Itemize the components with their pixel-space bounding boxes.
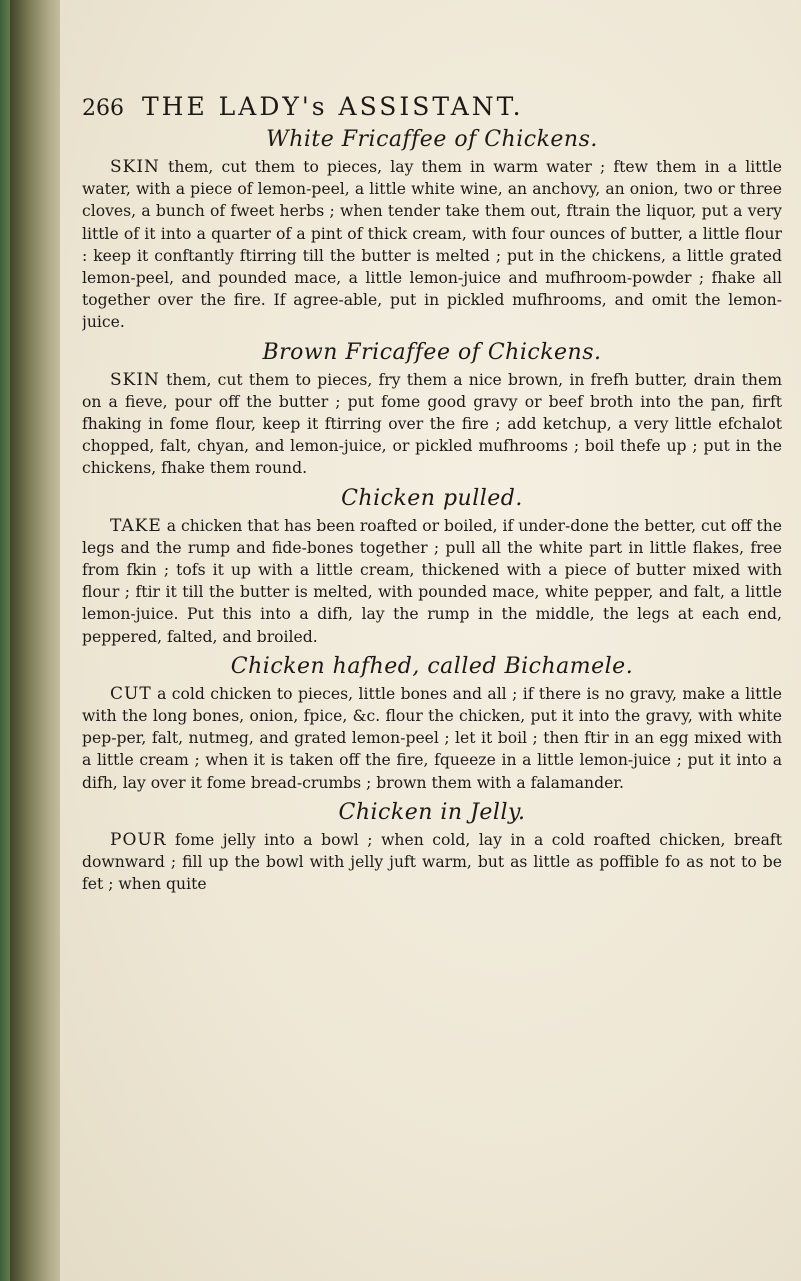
recipe-lead-word: CUT — [110, 683, 152, 704]
recipe — [82, 654, 782, 794]
recipe-title: White Fricaffee of Chickens. — [266, 127, 598, 152]
binding-edge — [0, 0, 10, 1281]
recipe-text: a cold chicken to pieces, little bones and all ; if there is no gravy, make a little with the long bones, onion, fpice, &c. flour the chicken, put it into the gravy, with white pep-per, falt, nutmeg, and grated lemon-peel ; let it boil ; then ftir in an egg mixed with a little cream ; when it is taken off the fire, fqueeze in a little lemon-juice ; put it into a difh, lay over it fome bread-crumbs ; brown them with a falamander. — [82, 684, 782, 792]
page-content — [82, 92, 782, 1262]
page-number: 266 — [82, 96, 124, 121]
recipe — [82, 800, 782, 896]
recipe-lead-word: TAKE — [110, 515, 162, 536]
recipe-lead-word: POUR — [110, 829, 167, 850]
recipe-body — [82, 156, 782, 334]
recipe-body — [82, 369, 782, 480]
recipe-title: Chicken in Jelly. — [338, 799, 526, 825]
running-head — [82, 92, 782, 121]
recipe-text: them, cut them to pieces, lay them in warm water ; ftew them in a little water, with a piece of lemon-peel, a little white wine, an anchovy, an onion, two or three cloves, a bunch of fweet herbs ; when tender take them out, ftrain the liquor, put a very little of it into a quarter of a pint of thick cream, with four ounces of butter, a little flour : keep it conftantly ftirring till the butter is melted ; put in the chickens, a little grated lemon-peel, and pounded mace, a little lemon-juice and mufhroom-powder ; fhake all together over the fire. If agree-able, put in pickled mufhrooms, and omit the lemon-juice. — [82, 158, 782, 332]
recipe-text: them, cut them to pieces, fry them a nice brown, in frefh butter, drain them on a fieve, pour off the butter ; put fome good gravy or beef broth into the pan, firft fhaking in fome flour, keep it ftirring over the fire ; add ketchup, a very little efchalot chopped, falt, chyan, and lemon-juice, or pickled mufhrooms ; boil thefe up ; put in the chickens, fhake them round. — [82, 370, 782, 478]
recipe-body — [82, 515, 782, 648]
recipe-lead-word: SKIN — [110, 157, 160, 177]
recipe-text: a chicken that has been roafted or boiled, if under-done the better, cut off the legs and the rump and fide-bones together ; pull all the white part in little flakes, free from fkin ; tofs it up with a little cream, thickened with a piece of butter mixed with flour ; ftir it till the butter is melted, with pounded mace, white pepper, and falt, a little lemon-juice. Put this into a difh, lay the rump in the middle, the legs at each end, peppered, falted, and broiled. — [82, 516, 782, 646]
recipe-body — [82, 829, 782, 896]
recipe — [82, 340, 782, 480]
recipe-lead-word: SKIN — [110, 369, 160, 390]
recipe-body — [82, 683, 782, 794]
recipe-title: Brown Fricaffee of Chickens. — [262, 339, 602, 365]
recipe — [82, 127, 782, 334]
recipe — [82, 486, 782, 648]
book-title: THE LADY's ASSISTANT. — [142, 92, 524, 121]
recipe-title: Chicken pulled. — [341, 485, 523, 511]
recipe-text: fome jelly into a bowl ; when cold, lay in a cold roafted chicken, breaft downward ; fill up the bowl with jelly juft warm, but as little as poffible fo as not to be fet ; when quite — [82, 830, 782, 894]
recipe-title: Chicken hafhed, called Bichamele. — [230, 653, 634, 679]
